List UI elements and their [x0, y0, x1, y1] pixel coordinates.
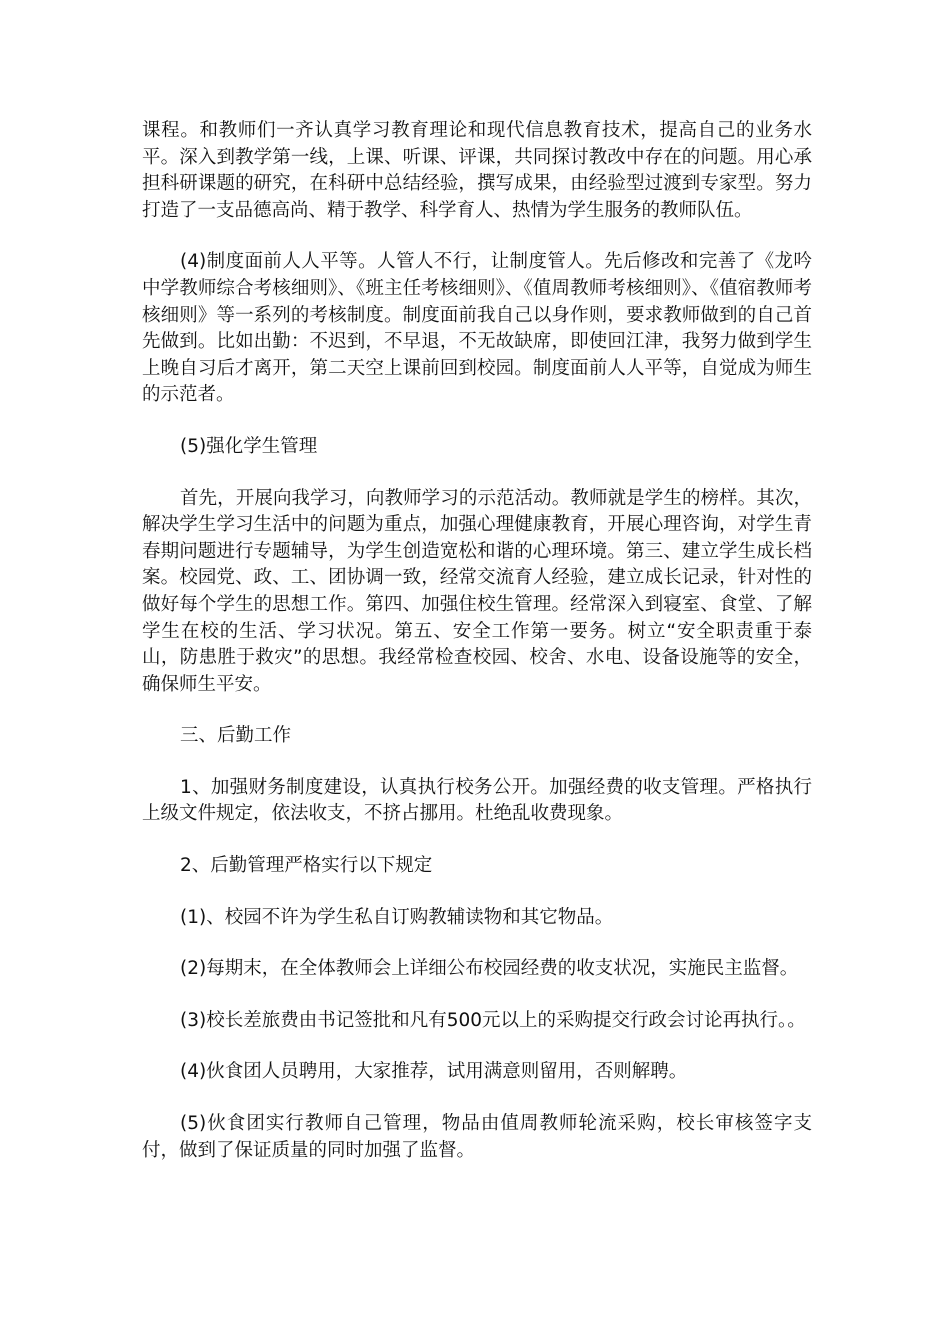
- list-item-rule-3: (3)校长差旅费由书记签批和凡有500元以上的采购提交行政会讨论再执行。。: [180, 1009, 806, 1031]
- list-item-rule-1: (1)、校园不许为学生私自订购教辅读物和其它物品。: [180, 906, 614, 928]
- list-item-rule-5: (5)伙食团实行教师自己管理，物品由值周教师轮流采购，校长审核签字支付，做到了保证质量的同时加强了监督。: [142, 1113, 812, 1161]
- paragraph-logistics-rules-heading: 2、后勤管理严格实行以下规定: [180, 855, 433, 877]
- paragraph-finance: 1、加强财务制度建设，认真执行校务公开。加强经费的收支管理。严格执行上级文件规定，依法收支，不挤占挪用。杜绝乱收费现象。: [142, 776, 812, 825]
- list-item-rule-2: (2)每期末，在全体教师会上详细公布校园经费的收支状况，实施民主监督。: [180, 958, 799, 980]
- paragraph-student-management: 首先，开展向我学习，向教师学习的示范活动。教师就是学生的榜样。其次，解决学生学习生活中的问题为重点，加强心理健康教育，开展心理咨询，对学生青春期问题进行专题辅导，为学生创造宽松和谐的心理环境。第三、建立学生成长档案。校园党、政、工、团协调一致，经常交流育人经验，建立成长记录，针对性的做好每个学生的思想工作。第四、加强住校生管理。经常深入到寝室、食堂、了解学生在校的生活、学习状况。第五、安全工作第一要务。树立“安全职责重于泰山，防患胜于救灾”的思想。我经常检查校园、校舍、水电、设备设施等的安全，确保师生平安。: [142, 487, 812, 695]
- document-body: [142, 118, 812, 1189]
- list-item-rule-4: (4)伙食团人员聘用，大家推荐，试用满意则留用，否则解聘。: [180, 1061, 688, 1083]
- section-heading-student-management: (5)强化学生管理: [180, 435, 318, 457]
- section-heading-logistics: 三、后勤工作: [180, 725, 292, 747]
- paragraph-rules-equality: (4)制度面前人人平等。人管人不行，让制度管人。先后修改和完善了《龙吟中学教师综合考核细则》、《班主任考核细则》、《值周教师考核细则》、《值宿教师考核细则》等一系列的考核制度。制度面前我自己以身作则，要求教师做到的自己首先做到。比如出勤：不迟到，不早退，不无故缺席，即使回江津，我努力做到学生上晚自习后才离开，第二天空上课前回到校园。制度面前人人平等，自觉成为师生的示范者。: [142, 251, 812, 406]
- paragraph-continuation: 课程。和教师们一齐认真学习教育理论和现代信息教育技术，提高自己的业务水平。深入到教学第一线，上课、听课、评课，共同探讨教改中存在的问题。用心承担科研课题的研究，在科研中总结经验，撰写成果，由经验型过渡到专家型。努力打造了一支品德高尚、精于教学、科学育人、热情为学生服务的教师队伍。: [142, 120, 812, 221]
